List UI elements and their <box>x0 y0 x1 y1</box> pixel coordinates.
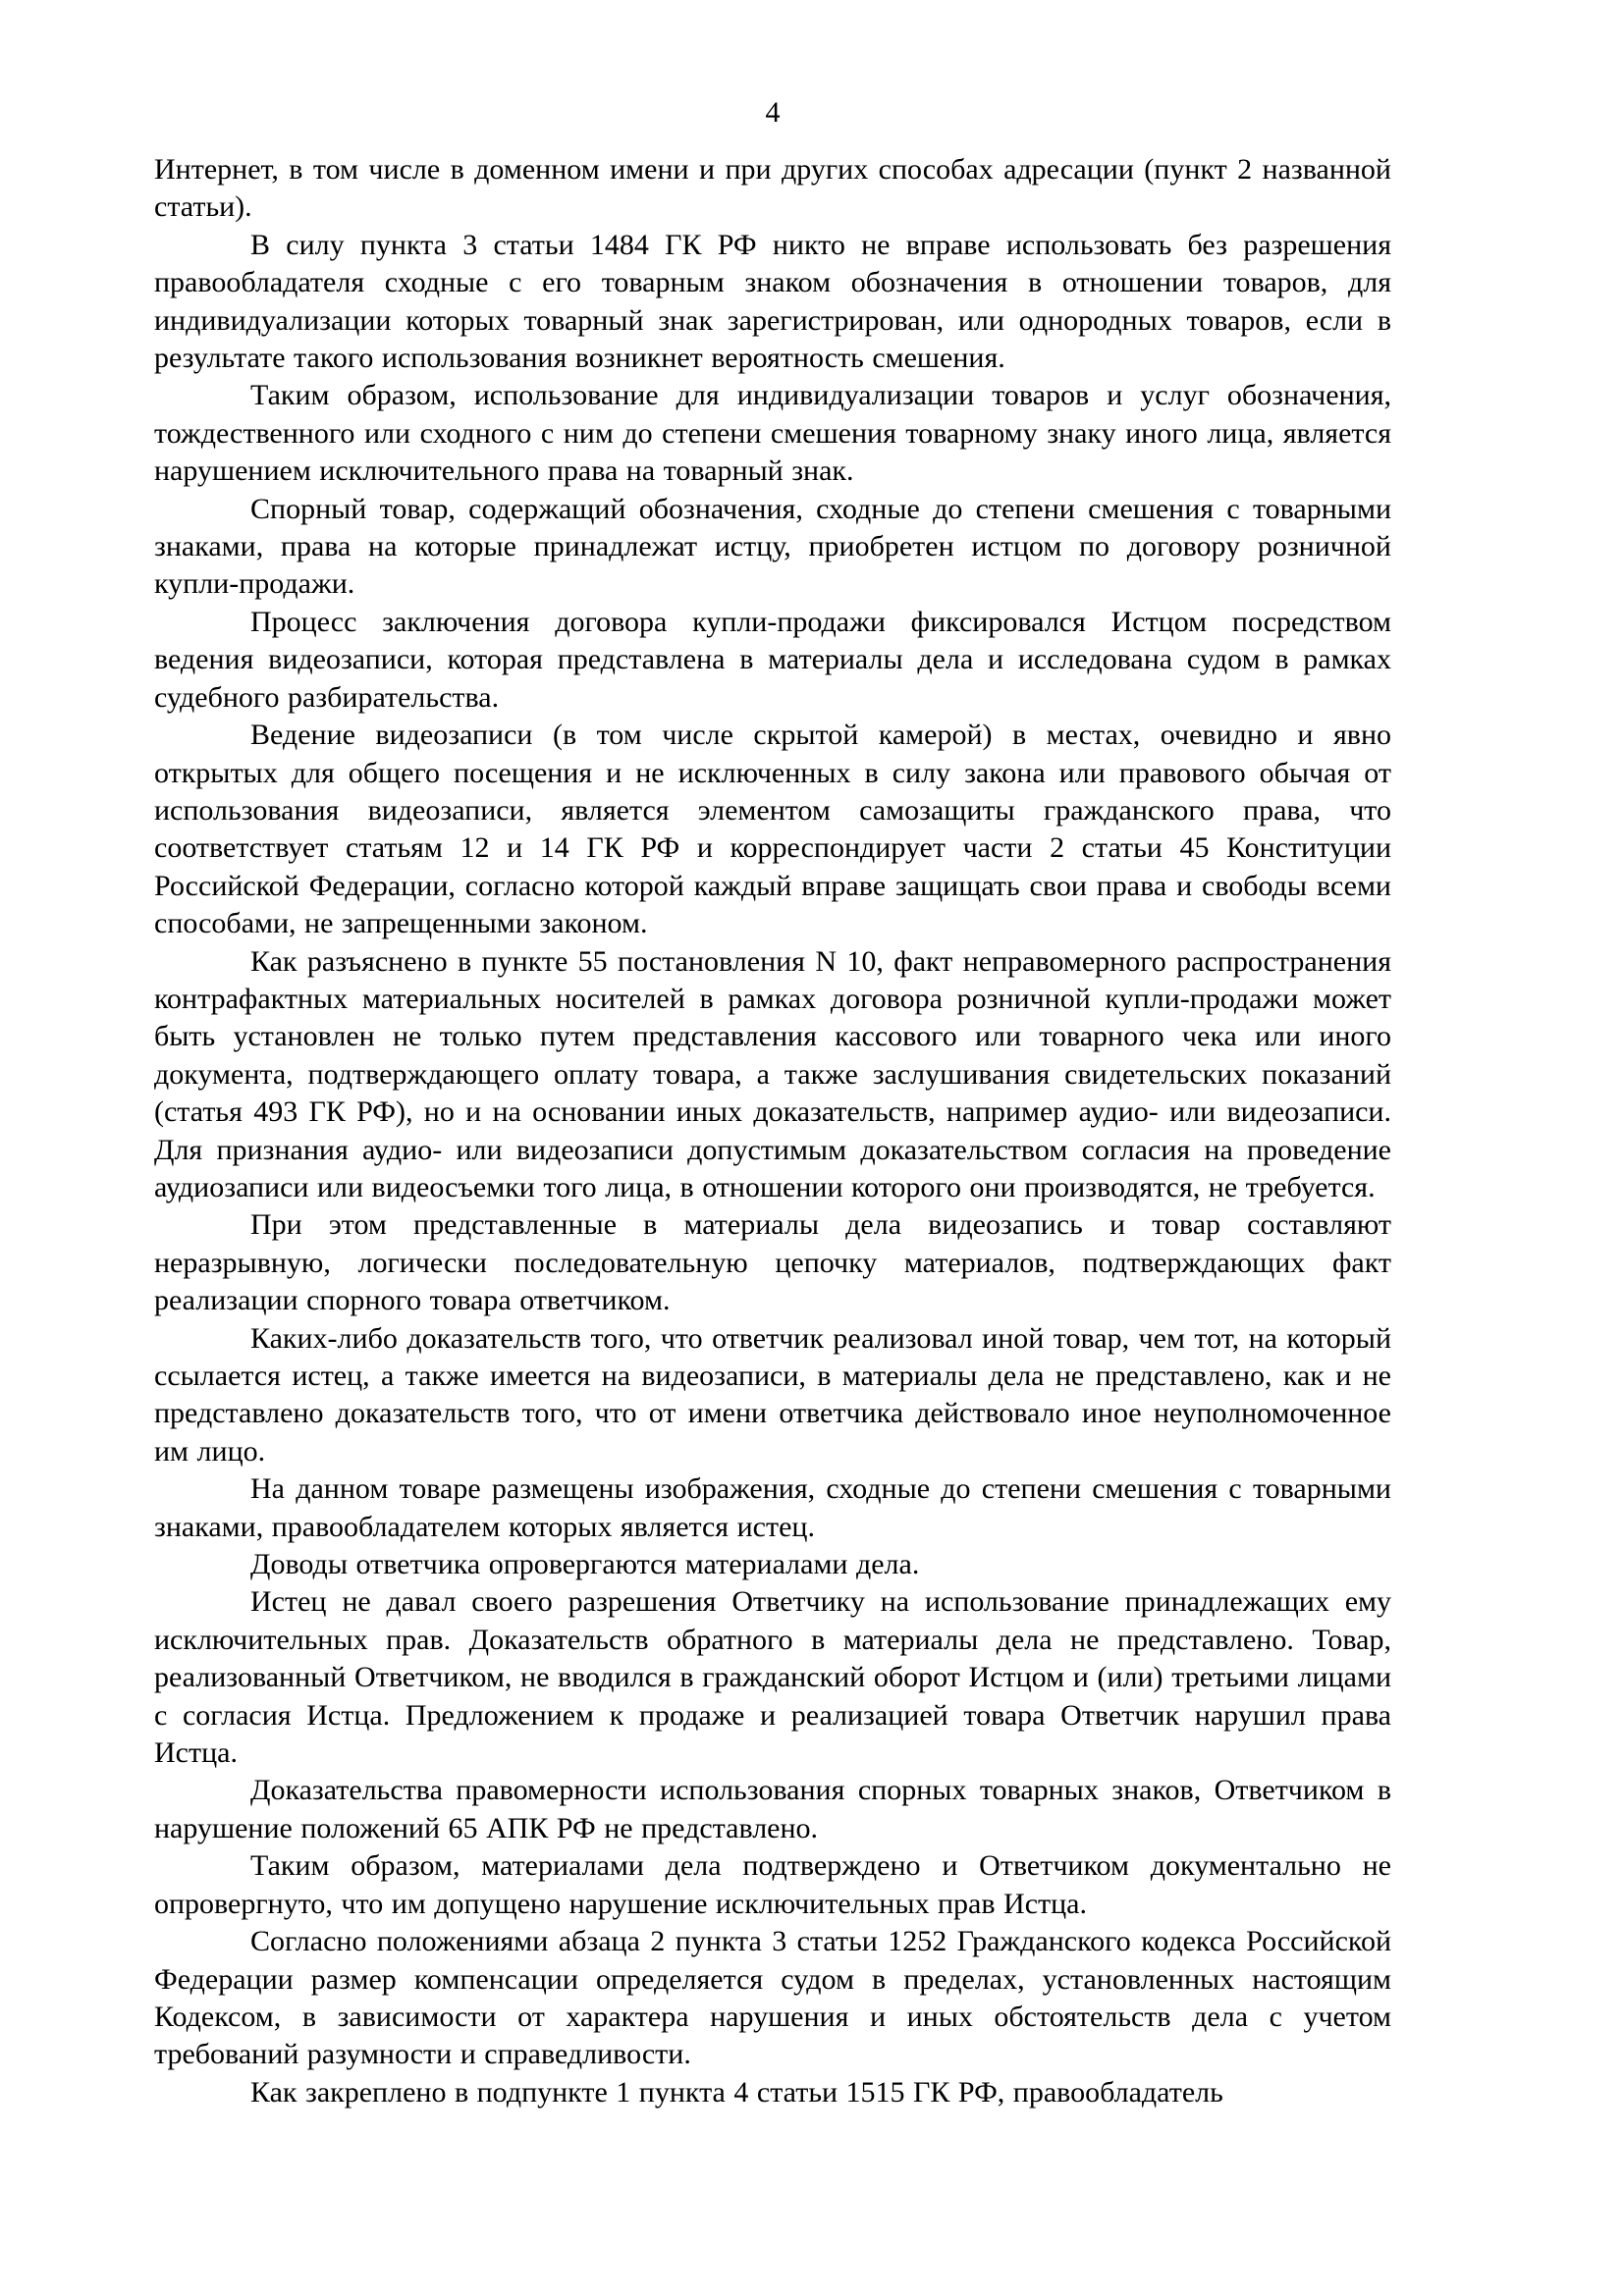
paragraph: Истец не давал своего разрешения Ответчику на использование принадлежащих ему исключительных прав. Доказательств обратного в материалы дела не представлено. Товар, реализованный Ответчиком, не вводился в гражданский оборот Истцом и (или) третьими лицами с согласия Истца. Предложением к продаже и реализацией товара Ответчик нарушил права Истца. <box>154 1585 1391 1770</box>
paragraph: В силу пункта 3 статьи 1484 ГК РФ никто не вправе использовать без разрешения правообладателя сходные с его товарным знаком обозначения в отношении товаров, для индивидуализации которых товарный знак зарегистрирован, или однородных товаров, если в результате такого использования возникнет вероятность смешения. <box>154 228 1391 375</box>
paragraph: Каких-либо доказательств того, что ответчик реализовал иной товар, чем тот, на который ссылается истец, а также имеется на видеозаписи, в материалы дела не представлено, как и не представлено доказательств того, что от имени ответчика действовало иное неуполномоченное им лицо. <box>154 1321 1391 1468</box>
paragraph: Согласно положениями абзаца 2 пункта 3 статьи 1252 Гражданского кодекса Российской Федерации размер компенсации определяется судом в пределах, установленных настоящим Кодексом, в зависимости от характера нарушения и иных обстоятельств дела с учетом требований разумности и справедливости. <box>154 1925 1391 2071</box>
page-number-value: 4 <box>765 96 781 129</box>
paragraph: Спорный товар, содержащий обозначения, сходные до степени смешения с товарными знаками, права на которые принадлежат истцу, приобретен истцом по договору розничной купли-продажи. <box>154 492 1391 601</box>
paragraph: Таким образом, использование для индивидуализации товаров и услуг обозначения, тождественного или сходного с ним до степени смешения товарному знаку иного лица, является нарушением исключительного права на товарный знак. <box>154 379 1391 488</box>
paragraph: Как разъяснено в пункте 55 постановления N 10, факт неправомерного распространения контрафактных материальных носителей в рамках договора розничной купли-продажи может быть установлен не только путем представления кассового или товарного чека или иного документа, подтверждающего оплату товара, а также заслушивания свидетельских показаний (статья 493 ГК РФ), но и на основании иных доказательств, например аудио- или видеозаписи. Для признания аудио- или видеозаписи допустимым доказательством согласия на проведение аудиозаписи или видеосъемки того лица, в отношении которого они производятся, не требуется. <box>154 944 1391 1203</box>
paragraph: При этом представленные в материалы дела видеозапись и товар составляют неразрывную, логически последовательную цепочку материалов, подтверждающих факт реализации спорного товара ответчиком. <box>154 1208 1391 1317</box>
page-number <box>154 94 1391 132</box>
document-body <box>154 151 1391 2111</box>
paragraph: Как закреплено в подпункте 1 пункта 4 статьи 1515 ГК РФ, правообладатель <box>250 2075 1223 2109</box>
paragraph: На данном товаре размещены изображения, сходные до степени смешения с товарными знаками, правообладателем которых является истец. <box>154 1472 1391 1543</box>
paragraph: Таким образом, материалами дела подтверждено и Ответчиком документально не опровергнуто, что им допущено нарушение исключительных прав Истца. <box>154 1849 1391 1920</box>
paragraph: Интернет, в том числе в доменном имени и при других способах адресации (пункт 2 названной статьи). <box>154 153 1391 224</box>
paragraph: Доводы ответчика опровергаются материалами дела. <box>250 1548 920 1581</box>
paragraph: Ведение видеозаписи (в том числе скрытой камерой) в местах, очевидно и явно открытых для общего посещения и не исключенных в силу закона или правового обычая от использования видеозаписи, является элементом самозащиты гражданского права, что соответствует статьям 12 и 14 ГК РФ и корреспондирует части 2 статьи 45 Конституции Российской Федерации, согласно которой каждый вправе защищать свои права и свободы всеми способами, не запрещенными законом. <box>154 719 1391 940</box>
paragraph: Доказательства правомерности использования спорных товарных знаков, Ответчиком в нарушение положений 65 АПК РФ не представлено. <box>154 1774 1391 1844</box>
paragraph: Процесс заключения договора купли-продажи фиксировался Истцом посредством ведения видеозаписи, которая представлена в материалы дела и исследована судом в рамках судебного разбирательства. <box>154 605 1391 714</box>
